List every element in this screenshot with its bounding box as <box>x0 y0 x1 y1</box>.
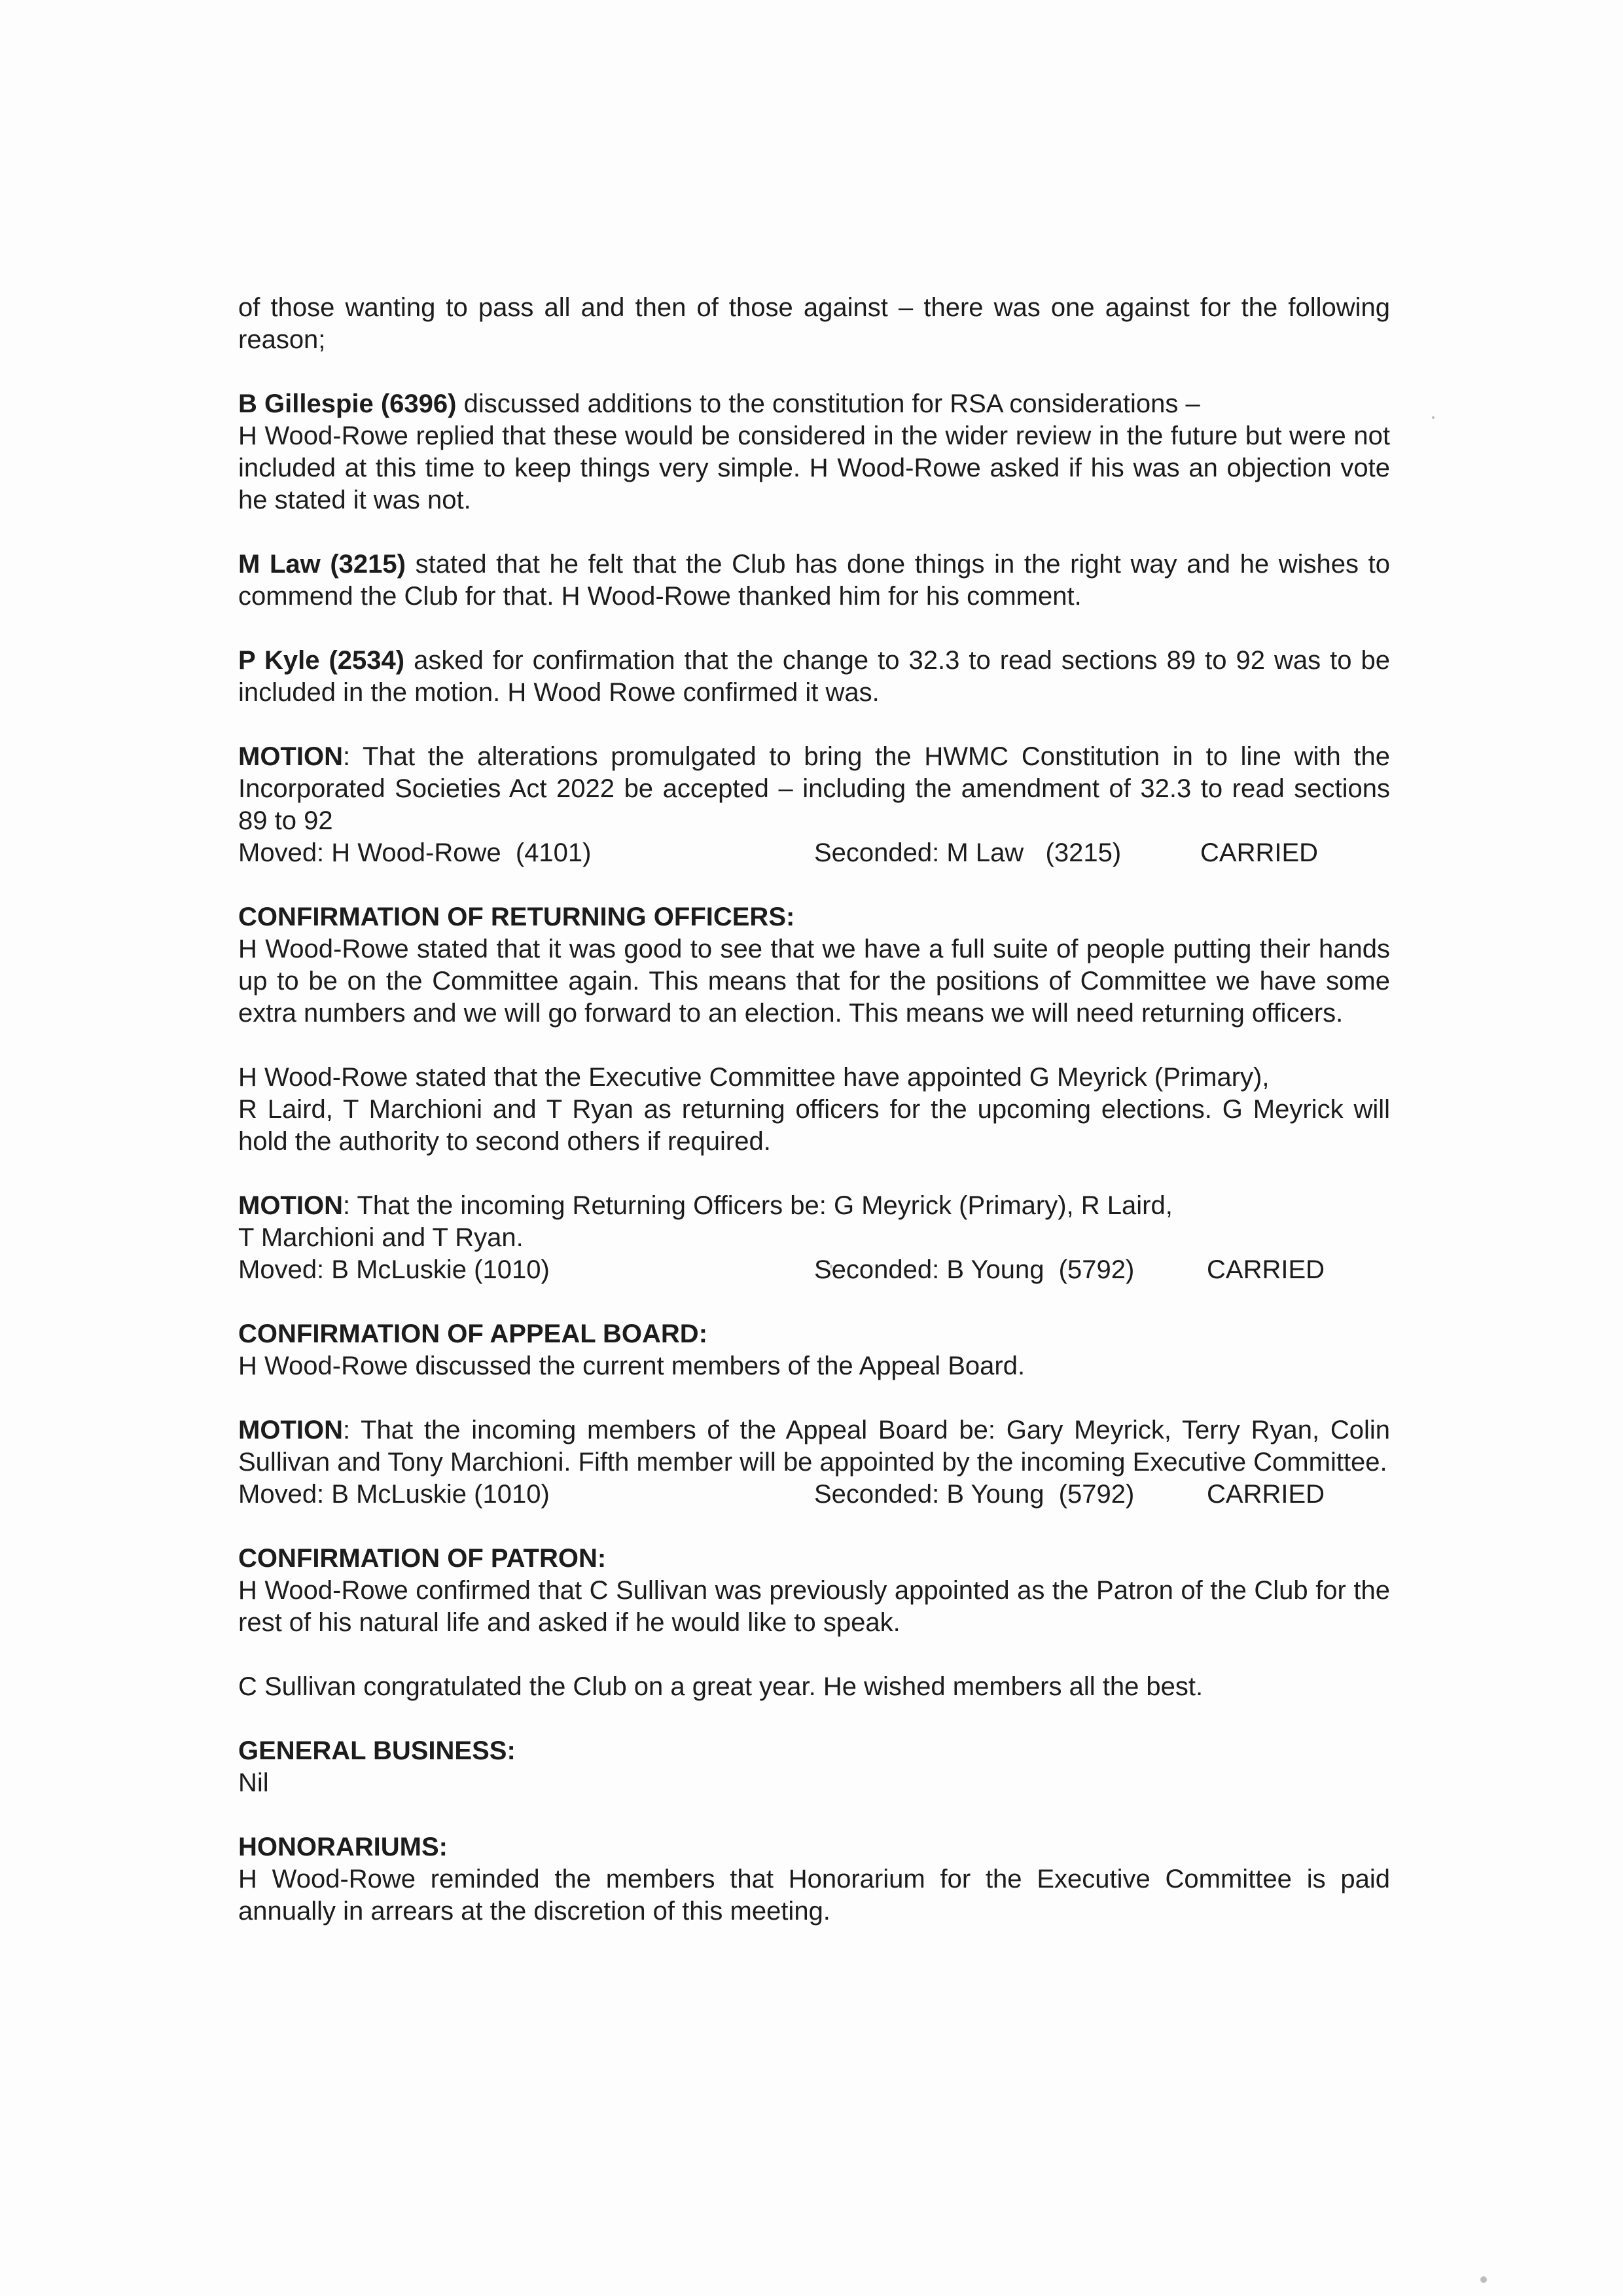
seconded-by: Seconded: B Young (5792) <box>814 1480 1135 1509</box>
section-heading: CONFIRMATION OF APPEAL BOARD: <box>238 1319 708 1348</box>
mover-row <box>238 837 1390 869</box>
seconded-by: Seconded: M Law (3215) <box>814 838 1122 867</box>
returning-officers-appointment <box>238 1062 1390 1158</box>
section-heading: HONORARIUMS: <box>238 1833 448 1861</box>
comment-gillespie <box>238 388 1390 516</box>
section-paragraph: H Wood-Rowe reminded the members that Honorarium for the Executive Committee is paid annually in arrears at the discretion of this meeting. <box>238 1865 1390 1926</box>
section-paragraph: H Wood-Rowe confirmed that C Sullivan was previously appointed as the Patron of the Club for the rest of his natural life and asked if he would like to speak. <box>238 1576 1390 1637</box>
motion-result: CARRIED <box>1200 838 1319 867</box>
seconded-by: Seconded: B Young (5792) <box>814 1255 1135 1284</box>
comment-text: asked for confirmation that the change to 32.3 to read sections 89 to 92 was to be included in the motion. H Wood Rowe confirmed it was. <box>238 646 1390 707</box>
member-name: M Law (3215) <box>238 550 406 579</box>
section-returning-officers <box>238 901 1390 1030</box>
section-paragraph: H Wood-Rowe discussed the current members of the Appeal Board. <box>238 1352 1026 1380</box>
comment-text: stated that he felt that the Club has done things in the right way and he wishes to commend the Club for that. H Wood-Rowe thanked him for his comment. <box>238 550 1391 611</box>
comment-text: discussed additions to the constitution for RSA considerations – <box>456 389 1200 418</box>
moved-by: Moved: B McLuskie (1010) <box>238 1480 550 1509</box>
section-heading: CONFIRMATION OF RETURNING OFFICERS: <box>238 903 795 931</box>
section-paragraph-line: H Wood-Rowe stated that the Executive Committee have appointed G Meyrick (Primary), <box>238 1063 1270 1092</box>
member-name: P Kyle (2534) <box>238 646 405 675</box>
section-honorariums <box>238 1831 1390 1928</box>
section-appeal-board <box>238 1318 1390 1382</box>
motion-text: : That the alterations promulgated to bring the HWMC Constitution in to line with the Incorporated Societies Act 2022 be accepted – including the amendment of 32.3 to read sections 89 to 92 <box>238 742 1390 835</box>
motion-result: CARRIED <box>1207 1480 1325 1509</box>
member-name: B Gillespie (6396) <box>238 389 457 418</box>
section-paragraph: H Wood-Rowe stated that it was good to see that we have a full suite of people putting their hands up to be on the Committee again. This means that for the positions of Committee we have some extra numbers and we will go forward to an election. This means we will need returning officers. <box>238 935 1390 1028</box>
continuation-text: of those wanting to pass all and then of those against – there was one against for the following reason; <box>238 293 1390 354</box>
motion-label: MOTION <box>238 1416 343 1444</box>
motion-label: MOTION <box>238 1191 343 1220</box>
section-paragraph: C Sullivan congratulated the Club on a great year. He wished members all the best. <box>238 1672 1204 1701</box>
motion-text: T Marchioni and T Ryan. <box>238 1223 524 1252</box>
motion-appeal-board <box>238 1414 1390 1511</box>
section-heading: GENERAL BUSINESS: <box>238 1736 516 1765</box>
moved-by: Moved: H Wood-Rowe (4101) <box>238 838 592 867</box>
mover-row <box>238 1254 1390 1286</box>
comment-law <box>238 548 1390 613</box>
motion-constitution <box>238 741 1390 869</box>
motion-text: : That the incoming members of the Appeal Board be: Gary Meyrick, Terry Ryan, Colin Sullivan and Tony Marchioni. Fifth member will be appointed by the incoming Executive Committee. <box>238 1416 1390 1477</box>
section-paragraph: Nil <box>238 1768 269 1797</box>
scan-speck <box>1480 2276 1487 2283</box>
section-heading: CONFIRMATION OF PATRON: <box>238 1544 607 1573</box>
patron-remarks <box>238 1671 1390 1703</box>
section-general-business <box>238 1735 1390 1799</box>
section-paragraph: R Laird, T Marchioni and T Ryan as returning officers for the upcoming elections. G Meyrick will hold the authority to second others if required. <box>238 1095 1390 1156</box>
mover-row <box>238 1479 1390 1511</box>
scan-speck <box>1432 416 1435 419</box>
moved-by: Moved: B McLuskie (1010) <box>238 1255 550 1284</box>
motion-label: MOTION <box>238 742 343 771</box>
continuation-paragraph <box>238 292 1390 356</box>
section-patron <box>238 1543 1390 1639</box>
minutes-body <box>238 292 1390 1960</box>
comment-text: H Wood-Rowe replied that these would be considered in the wider review in the future but were not included at this time to keep things very simple. H Wood-Rowe asked if his was an objection vote he stated it was not. <box>238 422 1390 514</box>
motion-text: : That the incoming Returning Officers be: G Meyrick (Primary), R Laird, <box>342 1191 1173 1220</box>
motion-result: CARRIED <box>1207 1255 1325 1284</box>
comment-kyle <box>238 645 1390 709</box>
motion-returning-officers <box>238 1190 1390 1286</box>
